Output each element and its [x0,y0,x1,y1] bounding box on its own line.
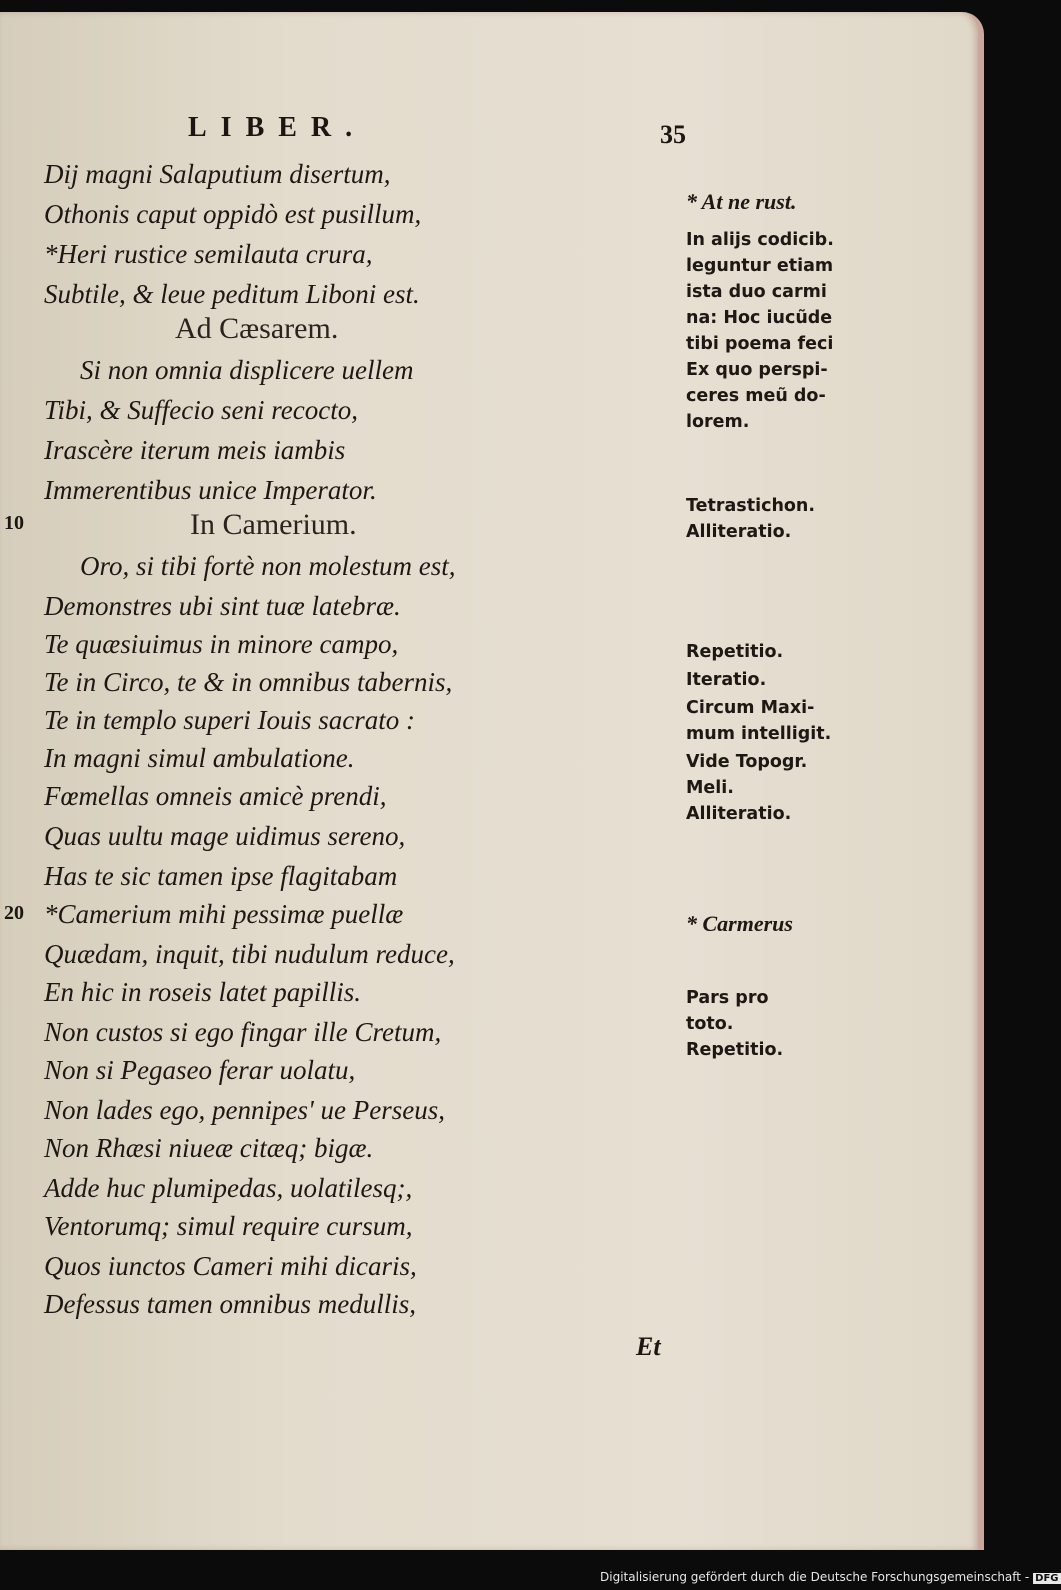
poem-heading: In Camerium. [190,508,357,541]
verse-line: Non Rhæsi niueæ citæq; bigæ. [44,1133,374,1163]
margin-note: * At ne rust. [686,189,797,214]
verse-line: Non lades ego, pennipes' ue Perseus, [44,1095,445,1125]
verse-line: Quos iunctos Cameri mihi dicaris, [44,1251,417,1281]
margin-note: leguntur etiam [686,256,834,276]
verse-line: Fœmellas omneis amicè prendi, [44,781,387,811]
page-number: 35 [660,120,686,149]
verse-line: Te in templo superi Iouis sacrato : [44,705,415,735]
margin-note: Circum Maxi- [686,698,815,718]
verse-line: Adde huc plumipedas, uolatilesq;, [44,1173,413,1203]
verse-line: Dij magni Salaputium disertum, [44,159,391,189]
verse-line: Irascère iterum meis iambis [44,435,346,465]
margin-note: Ex quo perspi- [686,360,828,380]
verse-line: Non custos si ego fingar ille Cretum, [44,1017,442,1047]
margin-note: ceres meũ do- [686,386,826,406]
verse-line: In magni simul ambulatione. [44,743,355,773]
verse-line: Quædam, inquit, tibi nudulum reduce, [44,939,455,969]
catchword: Et [636,1332,661,1361]
running-head: LIBER. [188,112,367,143]
book-page [0,12,984,1550]
margin-note: Repetitio. [686,1040,784,1060]
margin-note: Alliteratio. [686,522,792,542]
line-number: 20 [4,902,24,924]
margin-note: In alijs codicib. [686,230,834,250]
verse-line: Oro, si tibi fortè non molestum est, [80,551,456,581]
margin-note: Pars pro [686,988,769,1008]
digitization-footer [600,1570,1061,1584]
verse-line: Defessus tamen omnibus medullis, [44,1289,416,1319]
margin-note: Tetrastichon. [686,496,816,516]
margin-note: ista duo carmi [686,282,827,302]
margin-note: toto. [686,1014,734,1034]
verse-line: Tibi, & Suffecio seni recocto, [44,395,358,425]
margin-note: tibi poema feci [686,334,834,354]
margin-note: Alliteratio. [686,804,792,824]
dfg-logo: DFG [1035,1573,1059,1584]
margin-note: Meli. [686,778,734,798]
margin-note: na: Hoc iucũde [686,308,833,328]
margin-note: Repetitio. [686,642,784,662]
verse-line: Demonstres ubi sint tuæ latebræ. [44,591,401,621]
verse-line: Ventorumq; simul require cursum, [44,1211,413,1241]
margin-note: Iteratio. [686,670,767,690]
verse-line: *Heri rustice semilauta crura, [44,239,373,269]
verse-line: Si non omnia displicere uellem [80,355,414,385]
verse-line: Te in Circo, te & in omnibus tabernis, [44,667,453,697]
verse-line: Non si Pegaseo ferar uolatu, [44,1055,356,1085]
margin-note: mum intelligit. [686,724,832,744]
verse-line: En hic in roseis latet papillis. [44,977,361,1007]
verse-line: Immerentibus unice Imperator. [44,475,377,505]
margin-note: Vide Topogr. [686,752,808,772]
verse-line: Othonis caput oppidò est pusillum, [44,199,422,229]
verse-line: Has te sic tamen ipse flagitabam [44,861,398,891]
verse-line: Quas uultu mage uidimus sereno, [44,821,406,851]
verse-line: Te quæsiuimus in minore campo, [44,629,399,659]
line-number: 10 [4,512,24,534]
margin-note: * Carmerus [686,911,793,936]
verse-line: Subtile, & leue peditum Liboni est. [44,279,420,309]
margin-note: lorem. [686,412,750,432]
footer-text: Digitalisierung gefördert durch die Deutsche Forschungsgemeinschaft - [600,1570,1030,1584]
verse-line: *Camerium mihi pessimæ puellæ [44,899,404,929]
poem-heading: Ad Cæsarem. [175,312,339,345]
